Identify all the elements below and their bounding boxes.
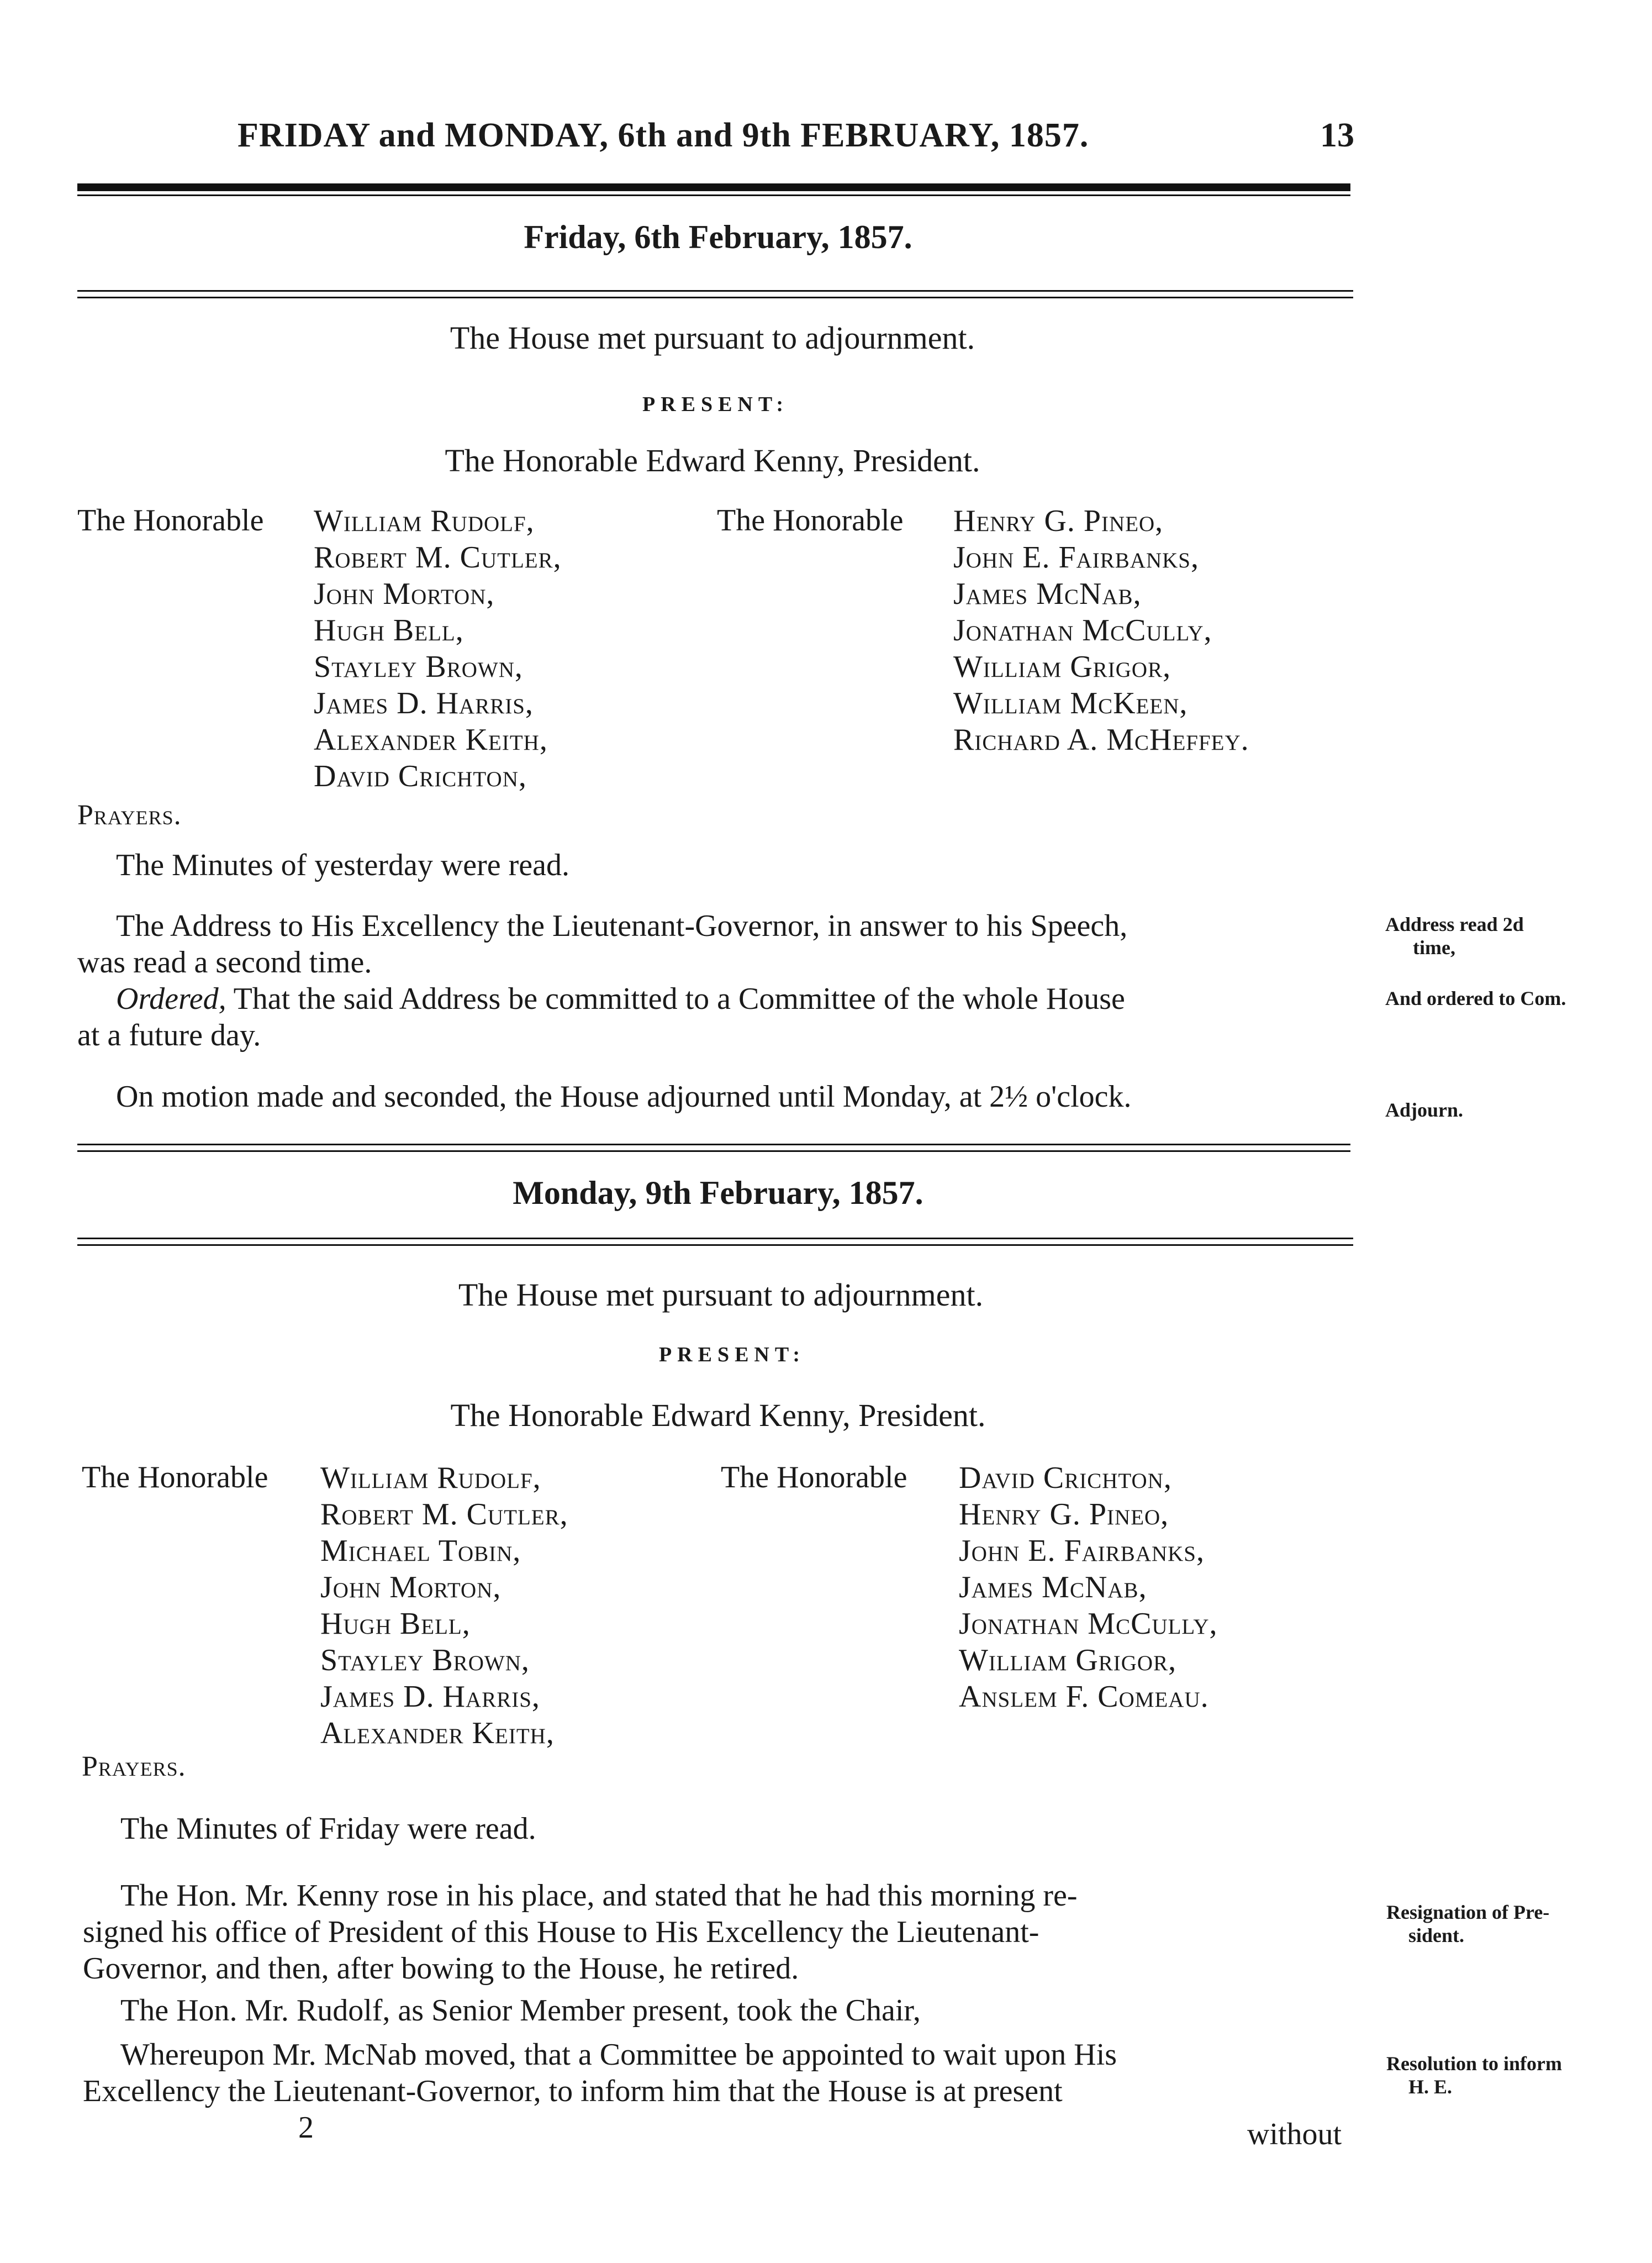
member-name: William Grigor, [953, 650, 1171, 684]
member-name: James D. Harris, [314, 686, 534, 720]
member-name: Anslem F. Comeau. [959, 1680, 1209, 1714]
monday-left-label: The Honorable [82, 1460, 268, 1494]
monday-kenny-line1: The Hon. Mr. Kenny rose in his place, and stated that he had this morning re- [120, 1878, 1078, 1913]
monday-heading: Monday, 9th February, 1857. [513, 1175, 923, 1211]
monday-rudolf: The Hon. Mr. Rudolf, as Senior Member present, took the Chair, [120, 1993, 921, 2028]
friday-heading-rule-bottom [77, 297, 1353, 298]
member-name: Jonathan McCully, [959, 1607, 1218, 1641]
member-name: Stayley Brown, [320, 1643, 530, 1677]
monday-mcnab-line2: Excellency the Lieutenant-Governor, to inform him that the House is at present [83, 2074, 1063, 2108]
monday-heading-rule-top [77, 1238, 1353, 1239]
catchword: without [1247, 2117, 1342, 2151]
note-line: sident. [1408, 1924, 1465, 1946]
member-name: William Rudolf, [320, 1461, 541, 1495]
friday-president-text: The Honorable Edward Kenny, President. [445, 443, 980, 478]
member-name: William McKeen, [953, 686, 1188, 720]
monday-right-label: The Honorable [721, 1460, 907, 1494]
member-name: David Crichton, [959, 1461, 1172, 1495]
member-name: John E. Fairbanks, [959, 1534, 1205, 1568]
monday-kenny-line3: Governor, and then, after bowing to the House, he retired. [83, 1951, 799, 1986]
member-name: Michael Tobin, [320, 1534, 521, 1568]
page-number: 13 [1320, 117, 1354, 154]
friday-ordered-line1 [116, 981, 1125, 1017]
member-name: John E. Fairbanks, [953, 540, 1199, 575]
monday-president-text: The Honorable Edward Kenny, President. [450, 1397, 986, 1433]
note-line: Resignation of Pre- [1386, 1901, 1550, 1923]
friday-president [0, 442, 1425, 479]
note-line: Resolution to inform [1386, 2053, 1562, 2075]
member-name: Hugh Bell, [320, 1607, 471, 1641]
monday-minutes: The Minutes of Friday were read. [120, 1812, 536, 1846]
monday-kenny-line2: signed his office of President of this House to His Excellency the Lieutenant- [83, 1915, 1039, 1949]
member-name: Robert M. Cutler, [314, 540, 562, 575]
note-line: Address read 2d [1385, 913, 1524, 935]
friday-heading: Friday, 6th February, 1857. [524, 219, 912, 255]
friday-met: The House met pursuant to adjournment. [450, 320, 975, 356]
monday-rule-top [77, 1144, 1350, 1145]
member-name: Alexander Keith, [320, 1716, 555, 1750]
member-name: James McNab, [959, 1570, 1147, 1604]
member-name: James D. Harris, [320, 1680, 540, 1714]
monday-mcnab-line1: Whereupon Mr. McNab moved, that a Committee be appointed to wait upon His [120, 2038, 1117, 2072]
monday-heading-rule-bottom [77, 1244, 1353, 1246]
signature-mark: 2 [298, 2111, 314, 2145]
running-header: FRIDAY and MONDAY, 6th and 9th FEBRUARY, 1857. [237, 117, 1089, 154]
member-name: William Rudolf, [314, 504, 535, 538]
member-name: Richard A. McHeffey. [953, 723, 1249, 757]
note-line: time, [1413, 936, 1455, 959]
monday-met: The House met pursuant to adjournment. [458, 1277, 984, 1313]
monday-prayers: Prayers. [82, 1751, 186, 1782]
friday-address-line1: The Address to His Excellency the Lieutenant-Governor, in answer to his Speech, [116, 909, 1128, 943]
ordered-italic: Ordered, [116, 982, 226, 1016]
friday-present-label: PRESENT: [642, 393, 789, 416]
monday-right-names [959, 1460, 1218, 1715]
friday-adjourn: On motion made and seconded, the House adjourned until Monday, at 2½ o'clock. [116, 1080, 1132, 1114]
header-thin-rule [77, 194, 1350, 196]
member-name: John Morton, [314, 577, 495, 611]
friday-right-label: The Honorable [717, 503, 904, 538]
monday-president [0, 1397, 1436, 1434]
header-thick-rule [77, 183, 1350, 191]
member-name: Robert M. Cutler, [320, 1497, 568, 1532]
member-name: Jonathan McCully, [953, 613, 1212, 648]
member-name: David Crichton, [314, 759, 527, 793]
friday-minutes: The Minutes of yesterday were read. [116, 848, 569, 882]
member-name: Alexander Keith, [314, 723, 548, 757]
ordered-rest: That the said Address be committed to a Committee of the whole House [226, 982, 1125, 1016]
monday-left-names [320, 1460, 568, 1751]
member-name: John Morton, [320, 1570, 502, 1604]
note-resolution [1386, 2052, 1562, 2098]
member-name: Hugh Bell, [314, 613, 464, 648]
friday-right-names [953, 503, 1249, 758]
note-resignation [1386, 1901, 1549, 1947]
friday-prayers: Prayers. [77, 799, 182, 831]
member-name: Henry G. Pineo, [953, 504, 1164, 538]
member-name: Stayley Brown, [314, 650, 523, 684]
note-ordered: And ordered to Com. [1385, 987, 1566, 1009]
note-address-read [1385, 913, 1524, 959]
note-adjourn: Adjourn. [1385, 1099, 1464, 1121]
friday-left-names [314, 503, 562, 794]
member-name: William Grigor, [959, 1643, 1177, 1677]
member-name: Henry G. Pineo, [959, 1497, 1169, 1532]
friday-left-label: The Honorable [77, 503, 264, 538]
friday-address-line2: was read a second time. [77, 945, 372, 980]
friday-heading-rule-top [77, 290, 1353, 292]
member-name: James McNab, [953, 577, 1142, 611]
friday-ordered-line2: at a future day. [77, 1018, 261, 1052]
monday-rule-top-2 [77, 1150, 1350, 1152]
monday-present-label: PRESENT: [658, 1343, 806, 1366]
note-line: H. E. [1408, 2076, 1453, 2098]
